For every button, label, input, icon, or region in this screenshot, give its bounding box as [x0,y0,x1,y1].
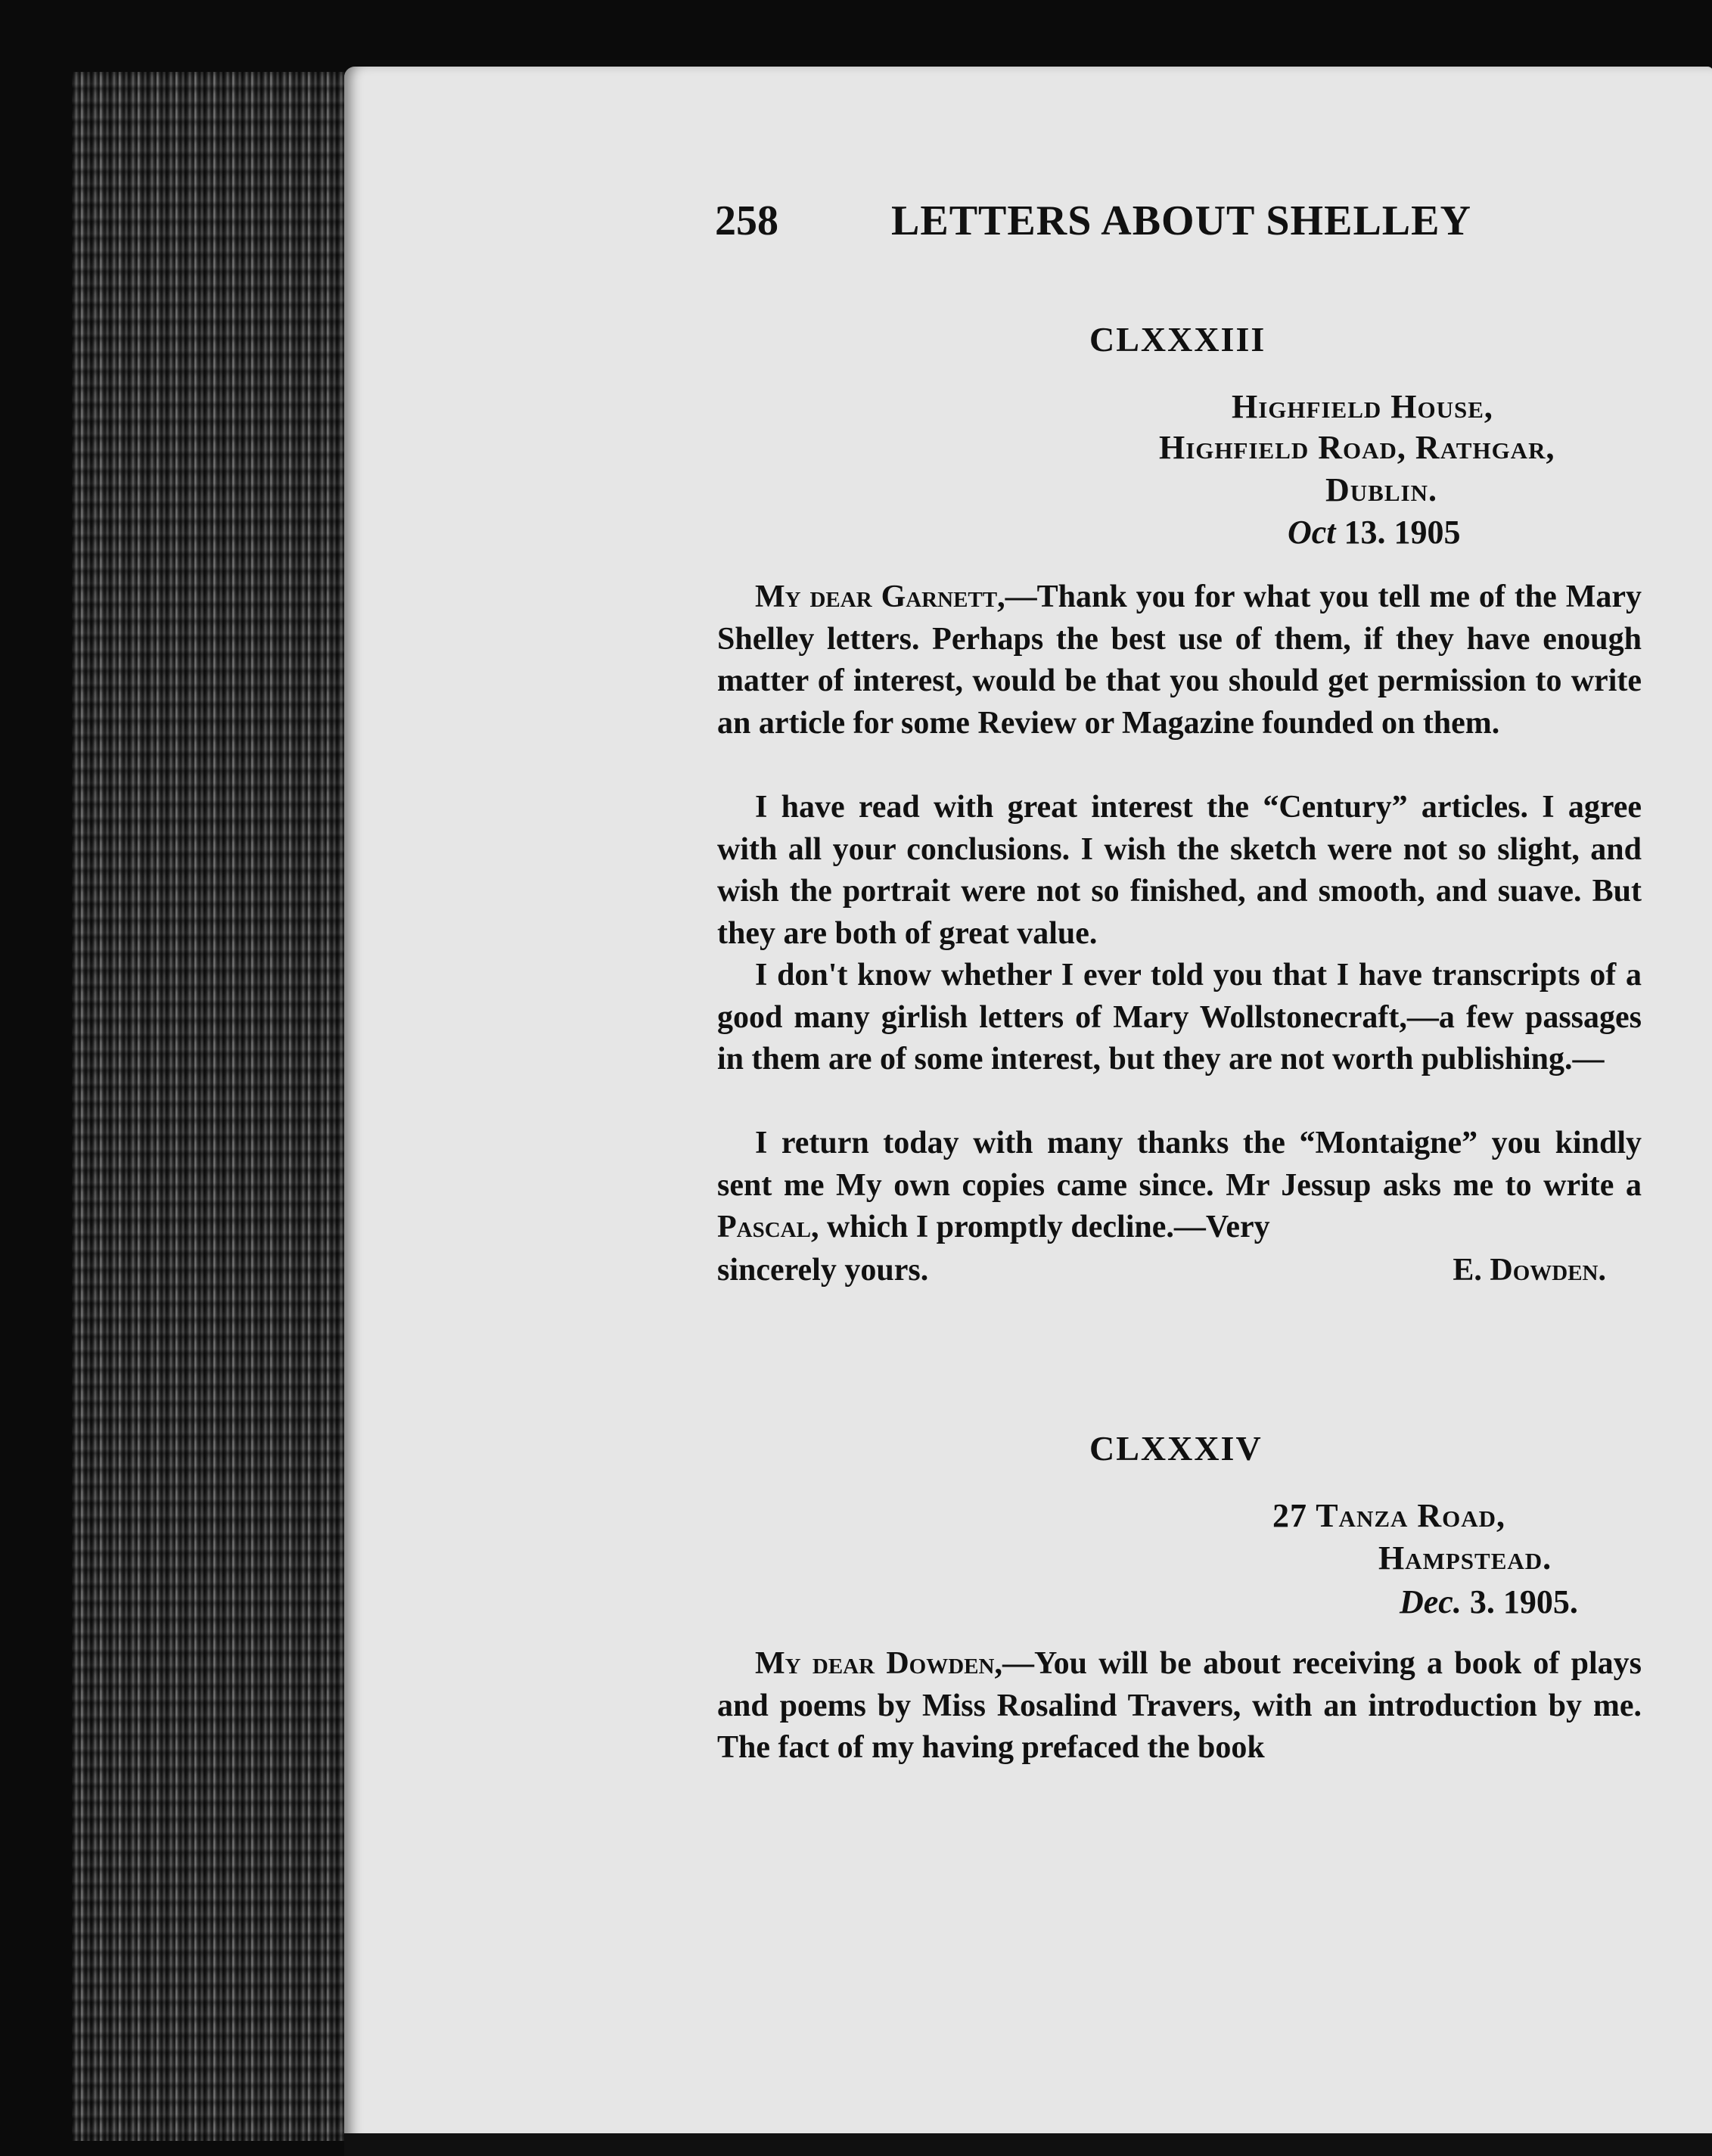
salutation: My dear Dowden, [755,1646,1002,1681]
date-month: Dec. [1400,1583,1462,1620]
letter-paragraph: I have read with great interest the “Century” articles. I agree with all your conclusions. I wish the sketch were not so slight, and wish the portrait were not so finished, and smooth, and suave. But they are both of great value. [717,790,1642,951]
address-line: Highfield Road, Rathgar, [1159,429,1555,466]
letter-paragraph: I don't know whether I ever told you that I have transcripts of a good many girlish letters of Mary Wollstonecraft,—a few passages in them are of some interest, but they are not worth publishing.— [717,958,1642,1076]
paragraph-text: —Thank you for what you tell me of the Mary Shelley letters. Perhaps the best use of them, if they have enough matter of interest, would be that you should get permission to write an article for some Review or Magazine founded on them. [717,579,1642,741]
address-line: Dublin. [1325,471,1437,508]
date-month: Oct [1288,514,1336,551]
book-page-edges [72,72,356,2141]
page-surface [344,67,1712,2139]
letter-paragraph [717,1123,1642,1249]
address-line: Hampstead. [1378,1539,1552,1577]
address-line: 27 Tanza Road, [1272,1497,1506,1534]
signature: E. Dowden. [1453,1253,1606,1288]
paragraph-text: which I promptly decline.—Very [826,1210,1270,1244]
closing-line [717,1250,1642,1292]
salutation: My dear Garnett, [755,579,1005,614]
address-line: Highfield House, [1232,388,1493,425]
running-title: LETTERS ABOUT SHELLEY [891,197,1471,244]
page-number: 258 [715,197,778,244]
paragraph-text: I return today with many thanks the “Montaigne” you kindly sent me My own copies came since. Mr Jessup asks me to write a [717,1126,1642,1203]
letter-date [1288,513,1461,551]
letter-paragraph [717,1643,1642,1769]
bottom-shadow [344,2133,1712,2156]
closing: sincerely yours. [717,1253,929,1288]
date-day-year: 3. 1905. [1469,1583,1578,1620]
date-day-year: 13. 1905 [1344,514,1461,551]
letter-date [1400,1583,1578,1621]
letter-number: CLXXXIII [1089,320,1266,359]
letter-number: CLXXXIV [1089,1429,1263,1468]
letter-paragraph [717,576,1642,744]
small-caps-word: Pascal, [717,1210,819,1244]
paragraph-text: —You will be about receiving a book of plays and poems by Miss Rosalind Travers, with an introduction by me. The fact of my having prefaced the book [717,1646,1642,1765]
